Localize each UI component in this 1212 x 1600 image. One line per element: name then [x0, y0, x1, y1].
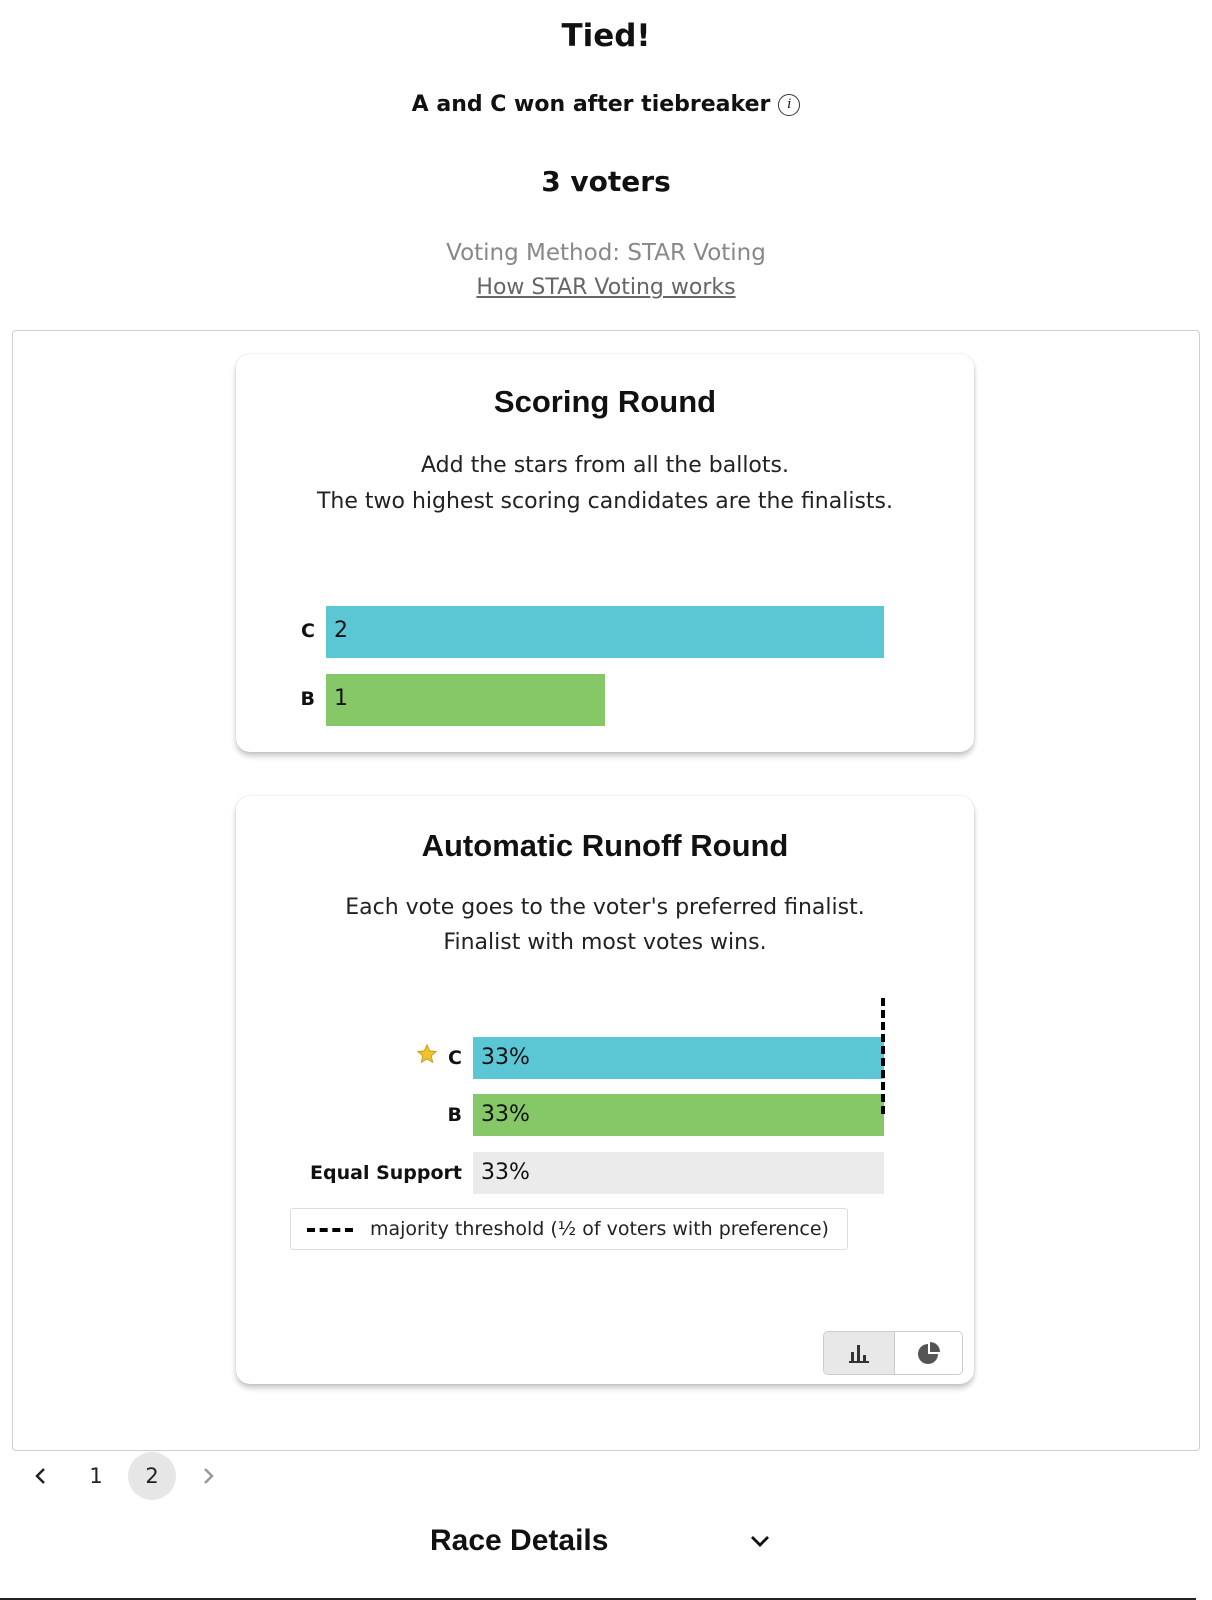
bar-equal-support: [473, 1152, 884, 1194]
page-2-button[interactable]: 2: [128, 1452, 176, 1500]
bar-label-c: C: [301, 620, 315, 642]
chart-type-toggle: [823, 1331, 963, 1375]
next-page-button[interactable]: [184, 1452, 232, 1500]
page-1-button[interactable]: 1: [89, 1464, 103, 1488]
status-title: Tied!: [561, 18, 651, 54]
scoring-round-desc-line2: The two highest scoring candidates are the finalists.: [316, 489, 894, 514]
pie-chart-icon: [895, 1332, 963, 1375]
pagination: [17, 1452, 217, 1500]
legend-label: majority threshold (½ of voters with preference): [370, 1218, 829, 1240]
bar-b: [326, 674, 605, 726]
scoring-round-desc-line1: Add the stars from all the ballots.: [421, 453, 789, 478]
chevron-down-icon[interactable]: [750, 1534, 770, 1548]
bar-c: [473, 1037, 884, 1079]
bar-label-c: C: [448, 1047, 462, 1069]
majority-threshold-line: [881, 998, 885, 1114]
scoring-round-title: Scoring Round: [493, 384, 717, 419]
voting-method: Voting Method: STAR Voting: [446, 240, 766, 266]
bar-value-equal-support: 33%: [481, 1160, 530, 1185]
chevron-right-icon: [184, 1452, 232, 1500]
bar-b: [473, 1094, 884, 1136]
bar-value-c: 2: [334, 618, 348, 643]
bar-value-b: 1: [334, 686, 348, 711]
bar-chart-toggle-button[interactable]: [824, 1332, 894, 1375]
bar-value-b: 33%: [481, 1102, 530, 1127]
majority-threshold-legend: [290, 1208, 848, 1250]
previous-page-button[interactable]: [17, 1452, 65, 1500]
runoff-round-desc-line1: Each vote goes to the voter's preferred finalist.: [345, 895, 865, 920]
bar-chart-icon: [824, 1332, 894, 1375]
info-icon[interactable]: i: [778, 94, 800, 116]
runoff-round-card: [236, 796, 974, 1384]
how-star-voting-works-link[interactable]: How STAR Voting works: [476, 275, 736, 300]
bar-label-b: B: [447, 1104, 462, 1126]
runoff-round-desc-line2: Finalist with most votes wins.: [443, 930, 767, 955]
runoff-round-title: Automatic Runoff Round: [421, 828, 789, 863]
bar-value-c: 33%: [481, 1045, 530, 1070]
pie-chart-toggle-button[interactable]: [894, 1332, 963, 1375]
how-it-works-container: [0, 275, 1212, 300]
bar-c: [326, 606, 884, 658]
winner-summary: [0, 92, 1212, 117]
bar-label-b: B: [300, 688, 315, 710]
bar-label-equal-support: Equal Support: [310, 1162, 462, 1184]
chevron-left-icon: [17, 1452, 65, 1500]
star-icon: [416, 1043, 438, 1065]
race-details-toggle[interactable]: Race Details: [430, 1524, 609, 1557]
voter-count: 3 voters: [541, 165, 671, 198]
winner-text: A and C won after tiebreaker: [411, 92, 771, 117]
dashed-line-icon: [307, 1228, 353, 1232]
